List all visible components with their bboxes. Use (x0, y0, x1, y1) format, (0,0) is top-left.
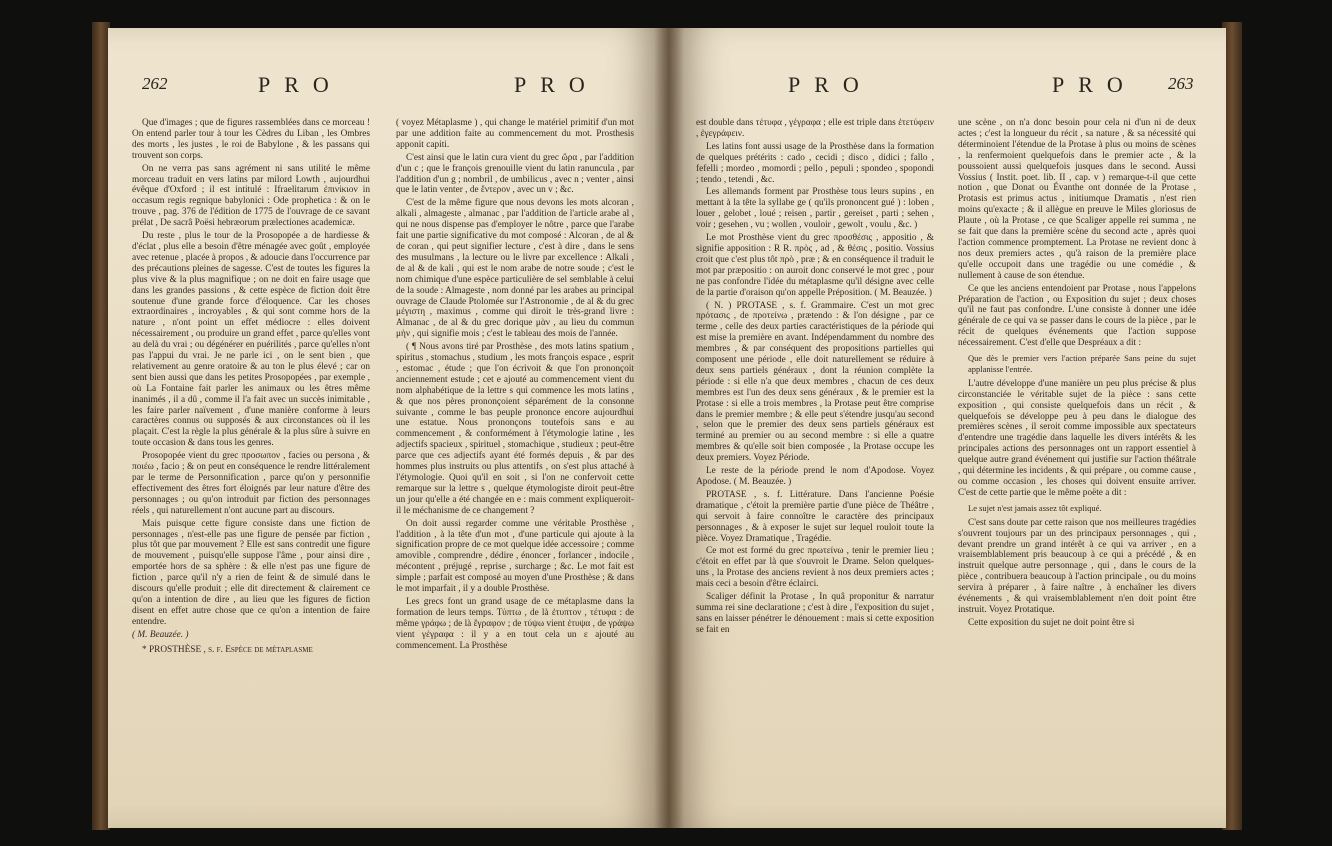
left-column-2 (396, 118, 634, 654)
paragraph: L'autre développe d'une manière un peu plus précise & plus circonstanciée le véritable sujet de la pièce : sans cette exposition , qui consiste quelquefois dans un récit , & quelquefois se développe peu à peu dans le dialogue des premières scènes , il seroit comme impossible aux spectateurs d'entendre une tragédie dans laquelle les divers intérêts & les principales actions des personnages ont un rapport essentiel à quelque autre grand événement qui justifie sur l'action théâtrale , qui détermine les incidents , & qui prépare , ou comme cause , ou comme occasion , les choses qui doivent ensuite arriver. C'est de cette partie que le même poëte a dit : (958, 378, 1196, 498)
paragraph: Ce mot est formé du grec πρωτείνω , tenir le premier lieu ; c'étoit en effet par là que s'ouvroit le Drame. Selon quelques-uns , la Protase des anciens revient à nos deux premiers actes ; mais ceci a besoin d'être éclairci. (696, 546, 934, 590)
paragraph: Du reste , plus le tour de la Prosopopée a de hardiesse & d'éclat , plus elle a besoin d'être ménagée avec goût , employée avec retenue , placée à propos , & adoucie dans l'occurrence par des précautions pleines de sagesse. C'est de toutes les figures la plus vive & la plus magnifique ; on ne doit en faire usage que dans les grandes passions , & cette espèce de fiction doit être soutenue d'une grande force d'éloquence. Car les choses extraordinaires , incroyables , & qui sont comme hors de la nature , n'ont point un effet médiocre : elles doivent nécessairement , ou produire un grand effet , parce qu'elles vont au delà du vrai ; ou dégénérer en puérilités , parce qu'elles n'ont pas l'appui du vrai. Je ne parle ici , on le sent bien , que relativement au genre oratoire & au ton le plus élevé ; car on sent bien aussi que dans les petites Prosopopées , par exemple , où La Fontaine fait parler les animaux ou les êtres même inanimés , il a dû , comme il l'a fait avec un succès inimitable , les faire parler naïvement , d'une manière conforme à leurs caractères connus ou supposés & aux circonstances où il les plaçait. C'est la règle la plus générale & la plus sûre à suivre en toute occasion & dans tous les genres. (132, 231, 370, 449)
paragraph: Scaliger définit la Protase , In quâ proponitur & narratur summa rei sine declaratione ; c'est à dire , l'exposition du sujet , sans en laisser pénétrer le dénouement : mais si cette exposition se fait en (696, 592, 934, 635)
author-signature: ( M. Beauzée. ) (132, 629, 189, 640)
left-column-1 (132, 118, 370, 658)
paragraph: Mais puisque cette figure consiste dans une fiction de personnages , n'est-elle pas une figure de pensée par fiction , plus tôt que par mouvement ? Elle est sans contredit une figure de mouvement , puisqu'elle suppose l'âme , pour ainsi dire , emportée hors de sa sphère : & elle n'est pas une figure de fiction , parce qu'il n'y a rien de feint & de simulé dans le discours qu'elle produit ; elle dit directement & clairement ce qu'on a intention de dire , au lieu que les figures de fiction disent en effet autre chose que ce qu'on a intention de faire entendre. (132, 518, 370, 627)
paragraph: Les grecs font un grand usage de ce métaplasme dans la formation de leurs temps. Τύπτω , de là ἐτυπτον , τέτυφα : de même γράφω ; de là ἔγραφον ; de τύψω vient ἐτυψα , de γράψω vient γέγραφα : il y a en tout cela un ε ajouté au commencement. La Prosthèse (396, 596, 634, 651)
paragraph: Ce que les anciens entendoient par Protase , nous l'appelons Préparation de l'action , ou Exposition du sujet ; deux choses qu'il ne faut pas confondre. L'une consiste à donner une idée générale de ce qui va se passer dans le cours de la pièce , par le récit de quelques événements que l'action suppose nécessairement. C'est d'elle que Despréaux a dit : (958, 283, 1196, 349)
paragraph: Que d'images ; que de figures rassemblées dans ce morceau ! On entend parler tour à tour les Cèdres du Liban , les Ombres des morts , les justes , le roi de Babylone , & les passans qui trouvent son corps. (132, 118, 370, 161)
paragraph: ( voyez Métaplasme ) , qui change le matériel primitif d'un mot par une addition faite au commencement du mot. Prosthesis apponit capiti. (396, 118, 634, 150)
running-head-left-1: PRO (258, 72, 343, 97)
page-number-left: 262 (142, 74, 168, 93)
paragraph: ( ¶ Nous avons tiré par Prosthèse , des mots latins spatium , spiritus , stomachus , studium , les mots françois espace , esprit , estomac , étude ; que l'on écrivoit & que l'on prononçoit anciennement estude ; cet e ajouté au commencement vient du nom alphabétique de la lettre s qui commence les mots latins , & que nos pères prononçoient séparément de la consonne suivante , comme le bas peuple prononce encore aujourdhui une estatue. Nous prononçons toutefois sans e au commencement , & conformément à l'étymologie latine , les adjectifs spacieux , spirituel , stomachique , studieux ; peut-être parce que ces adjectifs ayant été formés depuis , & par des hommes plus instruits ou plus attentifs , on s'est plus attaché à l'étymologie. Quoi qu'il en soit , si l'on ne confervoit cette remarque sur la lettre s , quelque étymologiste diroit peut-être un jour qu'elle a été changée en e : mais comment expliqueroit-il le méchanisme de ce changement ? (396, 342, 634, 516)
paragraph: PROTASE , s. f. Littérature. Dans l'ancienne Poésie dramatique , c'étoit la première partie d'une pièce de Théâtre , qui servoit à faire connoître le caractère des principaux personnages , & à exposer le sujet sur lequel rouloit toute la pièce. Voyez Dramatique , Tragédie. (696, 489, 934, 544)
book-gutter (654, 28, 684, 828)
right-column-1 (696, 118, 934, 638)
paragraph: C'est sans doute par cette raison que nos meilleures tragédies s'ouvrent toujours par un des principaux personnages , qui , devant prendre un grand intérêt à ce qui va arriver , en a vraisemblablement pris beaucoup à ce qui a précédé , & en instruit quelque autre personnage , qui , dans le cours de la pièce , contribuera beaucoup à l'action principale , ou du moins servira à préparer , à faire naître , à enchaîner les divers événements , & qui vraisemblablement n'en doit point être instruit. Voyez Protatique. (958, 517, 1196, 615)
paragraph: On ne verra pas sans agrément ni sans utilité le même morceau traduit en vers latins par milord Lowth , aujourdhui évêque d'Oxford ; il est intitulé : Ifraelitarum ἐπινίκιον in occasum regis regnique babylonici : Ode prophetica : & on le trouve , pag. 376 de l'édition de 1775 de l'ouvrage de ce savant prélat , De sacrâ Poësi hebræorum prælectiones academicæ. (132, 163, 370, 229)
running-head-right-2: PRO (1052, 72, 1137, 97)
paragraph: Les allemands forment par Prosthèse tous leurs supins , en mettant à la tête la syllabe ge ( qu'ils prononcent gué ) : loben , louer , gelobet , loué ; reisen , partir , gereiset , parti ; sehen , voir ; gesehen , vu ; wollen , vouloir , gewolt , voulu , &c. ) (696, 187, 934, 231)
paragraph: Le reste de la période prend le nom d'Apodose. Voyez Apodose. ( M. Beauzée. ) (696, 466, 934, 487)
right-page (668, 28, 1226, 828)
page-number-right: 263 (1168, 74, 1194, 93)
left-page (108, 28, 668, 828)
paragraph: C'est ainsi que le latin cura vient du grec ὤρα , par l'addition d'un c ; que le françois grenouille vient du latin ranuncula , par l'addition d'un g ; nombril , de umbilicus , avec n ; venter , ainsi que le latin venter , de ἔντερον , avec un v ; &c. (396, 152, 634, 196)
paragraph: ( N. ) PROTASE , s. f. Grammaire. C'est un mot grec πρότασις , de προτείνω , prætendo : & l'on désigne , par ce terme , celle des deux parties caractéristiques de la période qui est mise la première en avant. Indépendamment du nombre des membres , & par conséquent des propositions partielles qui composent une période , elle doit naturellement se réduire à deux sens partiels généraux , dont la réunion complète la période : si elle n'a que deux membres , chacun de ces deux membres est l'un des deux sens généraux , & le premier est la Protase : si elle a trois membres , la Protase peut être comprise dans le premier membre ; & elle peut s'étendre jusqu'au second , selon que le premier des deux sens partiels généraux est terminé au premier ou au second membre : si elle a quatre membres & qu'elle soit bien composée , la Protase occupe les deux premiers. Voyez Période. (696, 300, 934, 464)
paragraph: Le mot Prosthèse vient du grec προσθέσις , appositio , & signifie apposition : R R. πρὸς , ad , & θέσις , positio. Vossius croit que c'est plus tôt πρὸ , præ ; & en conséquence il traduit le mot par præpositio : on auroit donc conservé le mot grec , pour ne pas confondre l'idée du métaplasme qu'il désigne avec celle de la partie d'oraison qu'on appelle Préposition. ( M. Beauzée. ) (696, 233, 934, 298)
paragraph: On doit aussi regarder comme une véritable Prosthèse , l'addition , à la tête d'un mot , d'une particule qui ajoute à la signification propre de ce mot quelque idée accessoire ; comme amovible , comprendre , dédire , énoncer , forlancer , indocile , mécontent , préjugé , reprise , surcharge ; &c. Le mot fait est simple ; parfait est composé au moyen d'une Prosthèse ; & dans le mot imparfait , il y a double Prosthèse. (396, 518, 634, 595)
paragraph: est double dans τέτυφα , γέγραφα ; elle est triple dans ἐτετύφειν , ἐγεγράφειν. (696, 118, 934, 139)
paragraph: Les latins font aussi usage de la Prosthèse dans la formation de quelques prétérits : cado , cecidi ; disco , didici ; fallo , fefelli ; mordeo , momordi ; pello , pepuli ; spondeo , spopondi ; tendo , tetendi , &c. (696, 141, 934, 185)
paragraph: Cette exposition du sujet ne doit point être si (968, 617, 1135, 628)
paragraph: une scène , on n'a donc besoin pour cela ni d'un ni de deux actes ; c'est la longueur du récit , sa nature , & sa nécessité qui déterminoient l'étendue de la Protase à plus ou moins de scènes , la renfermoient quelquefois dans le premier acte , & la poussoient aussi quelquefois jusques dans le second. Aussi Vossius ( Instit. poet. lib. II , cap. v ) remarque-t-il que cette notion , que Donat ou Évanthe ont donnée de la Protase , Protasis est primus actus , initiumque Dramatis , n'est rien moins qu'exacte ; & il allègue en preuve le Miles gloriosus de Plaute , où la Protase , ce que Scaliger appelle rei summa , ne se fait que dans la première scène du second acte , après quoi l'action commence promptement. La Protase ne revient donc à nos deux premiers actes , qu'à raison de la première place qu'elle occupoit dans une tragédie ou une comédie , & nullement à cause de son étendue. (958, 118, 1196, 281)
verse-quote: Que dès le premier vers l'action préparée Sans peine du sujet applanisse l'entrée. (968, 353, 1196, 374)
entry-heading: * PROSTHÈSE , s. f. Espèce de métaplasme (142, 644, 313, 655)
paragraph: C'est de la même figure que nous devons les mots alcoran , alkali , almageste , almanac , par l'addition de l'article arabe al , qui ne nous dispense pas d'employer le nôtre , parce que l'arabe fait une partie significative du mot composé : Alcoran , de al & de coran , qui peut signifier lecture , c'est à dire , dans le sens des musulmans , la lecture ou le livre par excellence : Alkali , de al & de kali , qui est le nom arabe de notre soude ; c'est le nom chimique d'une espèce particulière de sel semblable à celui de la soude : Almageste , nom donné par les arabes au principal ouvrage de Claude Ptolomée sur l'Astronomie , de al & du grec μέγιστη , maximus , comme qui diroit le très-grand livre : Almanac , de al & du grec dorique μὰν , au lieu du commun μὴν , qui signifie mois ; c'est le tableau des mois de l'année. (396, 198, 634, 340)
verse-quote: Le sujet n'est jamais assez tôt expliqué. (968, 502, 1102, 513)
running-head-left-2: PRO (514, 72, 599, 97)
running-head-right-1: PRO (788, 72, 873, 97)
paragraph: Prosopopée vient du grec προσωπον , facies ou persona , & ποιέω , facio ; & on peut en conséquence le rendre littéralement par le terme de Personnification , parce qu'on y personnifie effectivement des êtres fort éloignés par leur nature d'être des personnages ; ou qu'on introduit par fiction des personnages réels , qui naturellement n'ont aucune part au discours. (132, 451, 370, 516)
right-column-2 (958, 118, 1196, 631)
